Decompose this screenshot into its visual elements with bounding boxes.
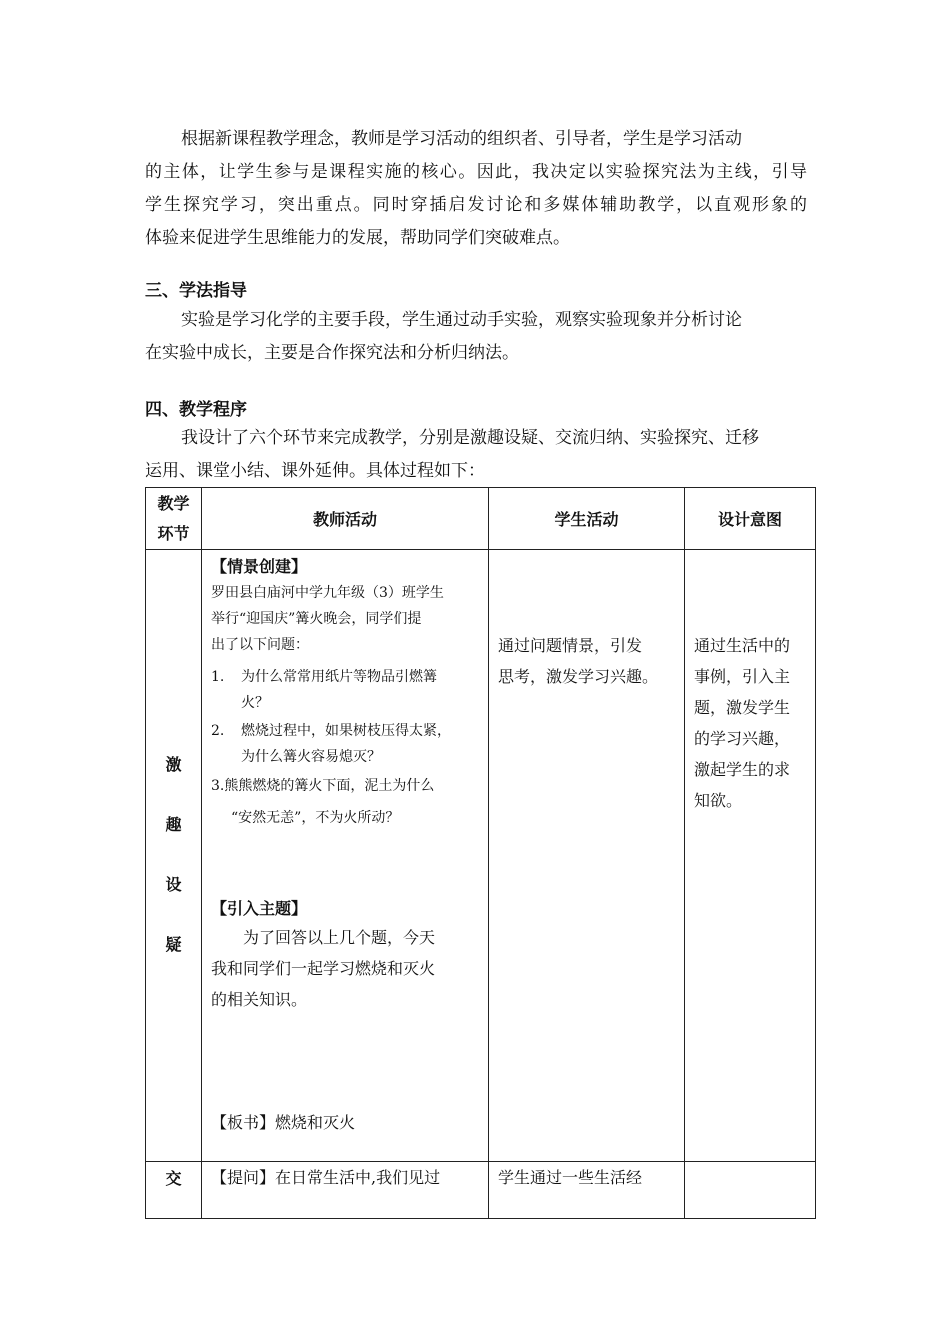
intro-line-3: 学生探究学习，突出重点。同时穿插启发讨论和多媒体辅助教学，以直观形象的	[145, 195, 807, 215]
question-3	[211, 770, 483, 834]
design-intent-text	[685, 550, 815, 816]
design-intent-cell-2	[685, 1162, 816, 1219]
teaching-procedure-table	[145, 487, 816, 1219]
student-activity-text-2: 学生通过一些生活经	[498, 1168, 643, 1187]
header-stage-line1: 教学	[157, 493, 190, 513]
section3-paragraph	[145, 304, 807, 370]
scene-line: 罗田县白庙河中学九年级（3）班学生	[211, 585, 444, 601]
header-stage-line2: 环节	[157, 523, 190, 543]
design-line: 通过生活中的	[694, 636, 791, 655]
question-1-number: 1.	[211, 669, 225, 685]
table-row-exchange	[146, 1162, 816, 1219]
stage-char: 疑	[165, 935, 182, 954]
section4-paragraph	[145, 422, 807, 488]
design-intent-cell	[685, 550, 816, 1162]
header-design: 设计意图	[685, 488, 816, 550]
scene-text	[211, 580, 483, 658]
intro-line-1: 根据新课程教学理念，教师是学习活动的组织者、引导者，学生是学习活动	[181, 129, 742, 149]
design-line: 的学习兴趣，	[694, 729, 791, 748]
teacher-activity-cell-2	[202, 1162, 489, 1219]
scene-creation-tag: 【情景创建】	[211, 557, 308, 576]
header-stage	[146, 488, 202, 550]
design-line: 事例，引入主	[694, 667, 791, 686]
question-2-line: 为什么篝火容易熄灭？	[241, 749, 381, 765]
intro-paragraph	[145, 123, 807, 255]
stage-char: 设	[165, 875, 182, 894]
table-row-stimulate	[146, 550, 816, 1162]
question-3-line: “安然无恙”，不为火所动？	[231, 810, 400, 826]
scene-line: 举行“迎国庆”篝火晚会，同学们提	[211, 611, 422, 627]
board-note	[211, 1107, 355, 1138]
question-3-line: 3.熊熊燃烧的篝火下面，泥土为什么	[211, 778, 435, 794]
topic-intro-tag: 【引入主题】	[211, 899, 308, 918]
section3-line-2: 在实验中成长，主要是合作探究法和分析归纳法。	[145, 343, 519, 363]
section4-line-2: 运用、课堂小结、课外延伸。具体过程如下：	[145, 461, 485, 481]
design-line: 题，激发学生	[694, 698, 791, 717]
question-2	[211, 718, 483, 770]
stage-char: 激	[165, 755, 182, 774]
question-text: 在日常生活中,我们见过	[275, 1168, 441, 1187]
topic-line: 为了回答以上几个题，今天	[243, 928, 436, 947]
design-line: 激起学生的求	[694, 760, 791, 779]
board-tag: 【板书】	[211, 1113, 276, 1132]
question-tag: 【提问】	[211, 1168, 276, 1187]
student-activity-cell	[489, 550, 685, 1162]
stage-char: 交	[165, 1169, 182, 1188]
section3-line-1: 实验是学习化学的主要手段，学生通过动手实验，观察实验现象并分析讨论	[181, 310, 742, 330]
section4-line-1: 我设计了六个环节来完成教学，分别是激趣设疑、交流归纳、实验探究、迁移	[181, 428, 759, 448]
design-line: 知欲。	[694, 791, 743, 810]
header-teacher: 教师活动	[202, 488, 489, 550]
student-activity-cell-2	[489, 1162, 685, 1219]
stage-char: 趣	[165, 815, 182, 834]
student-line: 通过问题情景，引发	[498, 636, 643, 655]
intro-line-4: 体验来促进学生思维能力的发展，帮助同学们突破难点。	[145, 228, 570, 248]
stage-cell-exchange	[146, 1162, 202, 1219]
header-student: 学生活动	[489, 488, 685, 550]
question-2-number: 2.	[211, 723, 225, 739]
scene-line: 出了以下问题：	[211, 637, 309, 653]
topic-line: 我和同学们一起学习燃烧和灭火	[211, 959, 436, 978]
student-line: 思考，激发学习兴趣。	[498, 667, 659, 686]
question-2-line: 燃烧过程中，如果树枝压得太紧，	[241, 723, 451, 739]
section4-heading: 四、教学程序	[145, 400, 247, 420]
question-1-line: 为什么常常用纸片等物品引燃篝	[241, 669, 437, 685]
stage-cell-stimulate	[146, 550, 202, 1162]
intro-line-2: 的主体，让学生参与是课程实施的核心。因此，我决定以实验探究法为主线，引导	[145, 162, 807, 182]
section3-heading: 三、学法指导	[145, 281, 247, 301]
board-text: 燃烧和灭火	[275, 1113, 356, 1132]
topic-text	[211, 922, 483, 1015]
student-activity-text	[489, 550, 684, 692]
table-header-row	[146, 488, 816, 550]
teacher-activity-cell	[202, 550, 489, 1162]
topic-line: 的相关知识。	[211, 990, 308, 1009]
teacher-question	[202, 1162, 488, 1193]
question-1-line: 火？	[241, 695, 269, 711]
question-1	[211, 664, 483, 716]
